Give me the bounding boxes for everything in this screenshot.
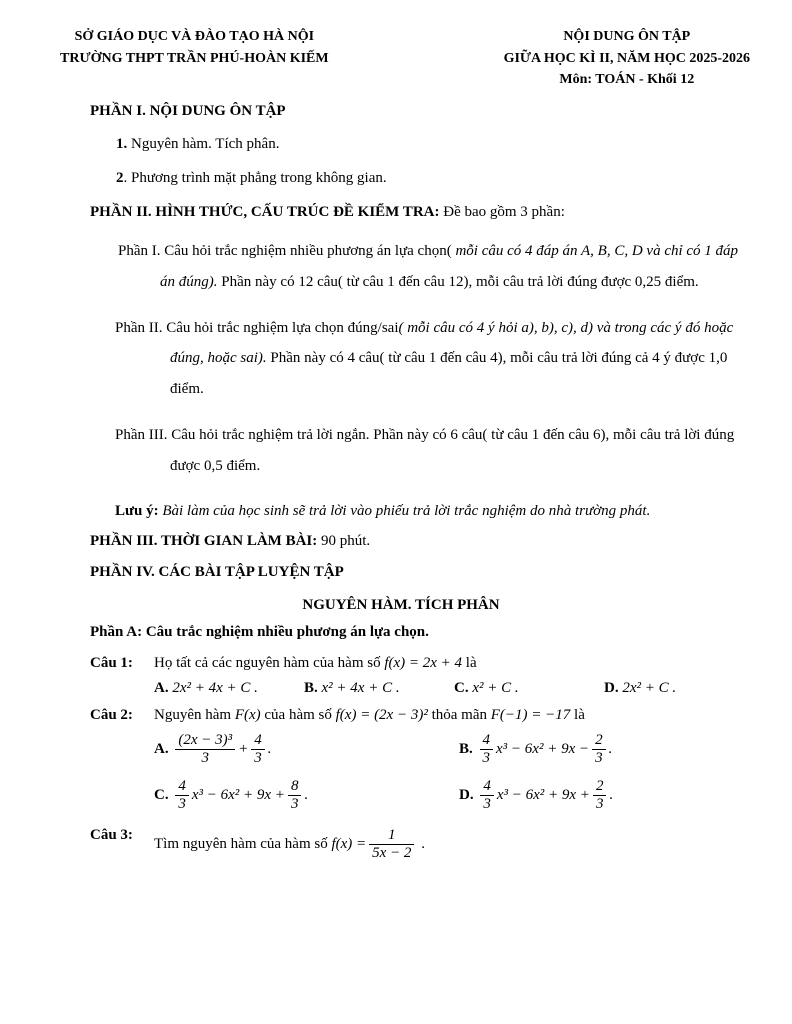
fraction-denominator: 5x − 2 [372,845,412,862]
option-a-label: A. [154,741,169,758]
option-b-label: B. [304,680,318,697]
q1-math: f(x) = 2x + 4 [384,655,463,672]
section-a-heading: Phần A: Câu trắc nghiệm nhiều phương án lựa chọn. [90,624,429,641]
part3-heading-rest: 90 phút. [317,533,371,550]
q2-text-1: Nguyên hàm [154,707,235,724]
para-1-italic: mỗi câu có 4 đáp án A, B, C, D và chỉ có 1 đáp án đúng). [160,243,739,290]
para-2-text-a: Phần II. Câu hỏi trắc nghiệm lựa chọn đúng/sai [115,319,399,336]
doc-title: NỘI DUNG ÔN TẬP [563,29,691,44]
part2-heading-rest: Đề bao gồm 3 phần: [439,204,565,221]
fraction-denominator: 3 [483,795,491,812]
part1-item-2 [116,170,752,187]
option-d-value [477,777,614,812]
para-1-text-a: Phần I. Câu hỏi trắc nghiệm nhiều phương án lựa chọn( [118,243,452,260]
part2-para-1 [118,236,752,298]
title-block [504,26,752,91]
part2-para-2 [115,313,752,405]
option-c-label: C. [154,786,169,803]
note-label: Lưu ý: [115,503,159,520]
fraction-numerator: 8 [288,778,302,796]
option-c-value: x² + C . [472,680,519,697]
item-2-number: 2 [116,170,124,187]
period: . [609,786,614,803]
question-2-body [154,707,752,813]
option-b-value [477,732,613,767]
item-1-text: Nguyên hàm. Tích phân. [127,136,280,153]
option-a [154,732,459,768]
fraction-numerator: 1 [369,827,414,845]
fraction [288,778,302,814]
part4-heading: PHẦN IV. CÁC BÀI TẬP LUYỆN TẬP [90,564,344,581]
fraction [369,827,414,863]
para-2-text-b: Phần này có 4 câu( từ câu 1 đến câu 4), mỗi câu trả lời đúng cả 4 ý được 1,0 điểm. [170,350,728,398]
document-body [90,103,752,867]
option-c-label: C. [454,680,469,697]
q1-text-before: Họ tất cả các nguyên hàm của hàm số [154,655,385,672]
fraction-numerator: 4 [480,732,494,750]
fraction [480,778,494,814]
period: . [608,741,613,758]
option-b-value: x² + 4x + C . [321,680,400,697]
fraction-numerator: (2x − 3)³ [175,732,235,750]
polynomial: x³ − 6x² + 9x + [496,786,590,803]
fraction-denominator: 3 [201,750,209,767]
subject-line: Môn: TOÁN - Khối 12 [559,72,695,88]
fraction-denominator: 3 [482,750,491,767]
fraction-numerator: 2 [593,778,607,796]
question-3-text [154,827,752,863]
q2-text-2: của hàm số [260,707,336,724]
chapter-title: NGUYÊN HÀM. TÍCH PHÂN [302,597,500,614]
q2-math-3: F(−1) = −17 [490,707,571,724]
fraction-numerator: 4 [480,778,494,796]
fraction-denominator: 3 [178,795,186,812]
question-3 [90,827,752,867]
question-2-text [154,707,752,724]
issuer-name: SỞ GIÁO DỤC VÀ ĐÀO TẠO HÀ NỘI [74,29,315,44]
q3-text-before: Tìm nguyên hàm của hàm số [154,836,332,853]
polynomial: x³ − 6x² + 9x + [191,786,285,803]
option-c [454,680,604,697]
part3-heading-bold: PHẦN III. THỜI GIAN LÀM BÀI: [90,533,318,550]
question-2-options [154,732,752,813]
option-b [459,732,752,768]
para-2-italic: ( mỗi câu có 4 ý hỏi a), b), c), d) và trong các ý đó hoặc đúng, hoặc sai). [170,319,734,367]
fraction-denominator: 3 [290,795,299,812]
part1-heading: PHẦN I. NỘI DUNG ÔN TẬP [90,103,286,120]
fraction-numerator: 2 [592,732,606,750]
option-d [459,778,752,814]
item-2-text: . Phương trình mặt phẳng trong không gian. [123,170,387,187]
note-paragraph [115,496,752,527]
fraction [592,732,606,768]
term-title: GIỮA HỌC KÌ II, NĂM HỌC 2025-2026 [503,50,750,66]
part3-heading [90,533,752,550]
para-1-text-b: Phần này có 12 câu( từ câu 1 đến câu 12), mỗi câu trả lời đúng được 0,25 điểm. [217,273,699,290]
q2-math-1: F(x) [234,707,261,724]
q2-text-3: thỏa mãn [427,707,491,724]
question-3-label: Câu 3: [90,827,133,844]
question-3-body [154,827,752,867]
q3-period: . [417,836,425,853]
option-d [604,680,676,697]
option-a-label: A. [154,680,169,697]
option-d-label: D. [604,680,619,697]
question-1-options [154,680,752,697]
question-1 [90,655,752,697]
part2-heading [90,204,752,221]
fraction [175,732,235,768]
operator: + [238,741,249,758]
note-text: Bài làm của học sinh sẽ trả lời vào phiếu trả lời trắc nghiệm do nhà trường phát. [158,503,651,520]
option-a-value [172,732,272,767]
school-name: TRƯỜNG THPT TRẦN PHÚ-HOÀN KIẾM [60,50,329,66]
issuer-block [60,26,329,69]
part2-para-3: Phần III. Câu hỏi trắc nghiệm trả lời ngắn. Phần này có 6 câu( từ câu 1 đến câu 6), mỗi câu trả lời đúng được 0,5 điểm. [115,426,735,474]
fraction-denominator: 3 [595,750,603,767]
fraction-numerator: 4 [175,778,189,796]
q1-text-after: là [462,655,477,672]
option-c [154,778,459,814]
part2-heading-bold: PHẦN II. HÌNH THỨC, CẤU TRÚC ĐỀ KIỂM TRA: [90,204,440,221]
option-d-value: 2x² + C . [622,680,677,697]
q2-math-2: f(x) = (2x − 3)² [335,707,428,724]
part1-item-1 [116,136,752,153]
item-1-number: 1. [116,136,128,153]
fraction [175,778,189,814]
period: . [304,786,309,803]
question-1-text [154,655,752,672]
fraction [480,732,494,768]
option-a [154,680,304,697]
period: . [267,741,272,758]
question-1-body [154,655,752,697]
q3-math: f(x) = [331,836,367,853]
fraction-denominator: 3 [254,750,262,767]
question-2-label: Câu 2: [90,707,133,724]
q2-text-4: là [570,707,585,724]
option-b-label: B. [459,741,473,758]
fraction-denominator: 3 [595,795,604,812]
question-1-label: Câu 1: [90,655,133,672]
option-b [304,680,454,697]
question-2 [90,707,752,813]
fraction [593,778,607,814]
option-a-value: 2x² + 4x + C . [172,680,258,697]
option-d-label: D. [459,786,474,803]
document-header [60,26,752,91]
option-c-value [172,777,309,812]
fraction [251,732,265,768]
polynomial: x³ − 6x² + 9x − [496,741,590,758]
fraction-numerator: 4 [251,732,265,750]
